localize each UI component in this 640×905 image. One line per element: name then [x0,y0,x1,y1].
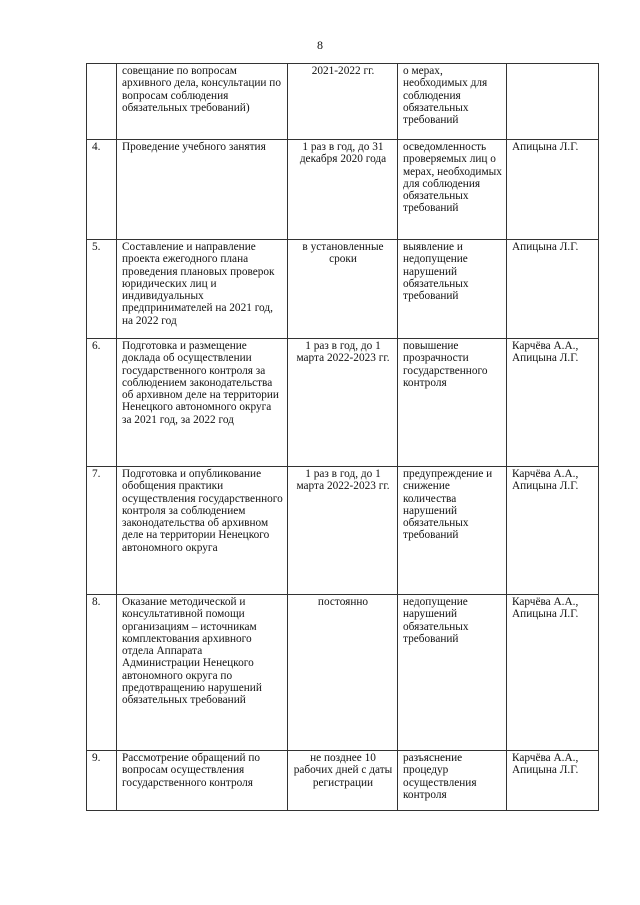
responsible-cell: Карчёва А.А., Апицына Л.Г. [507,751,599,811]
row-number: 7. [87,467,117,595]
responsible-cell [507,64,599,140]
term-cell: 1 раз в год, до 31 декабря 2020 года [288,140,398,240]
table-row [87,339,599,467]
term-cell: 1 раз в год, до 1 марта 2022-2023 гг. [288,467,398,595]
measures-table [86,63,599,811]
event-cell: Подготовка и размещение доклада об осуществлении государственного контроля за соблюдением законодательства об архивном деле на территории Ненецкого автономного округа за 2021 год, за 2022 год [117,339,288,467]
event-cell: Составление и направление проекта ежегодного плана проведения плановых проверок юридических лиц и индивидуальных предпринимателей на 2021 год, на 2022 год [117,240,288,339]
table-row [87,140,599,240]
result-cell: осведомленность проверяемых лиц о мерах, необходимых для соблюдения обязательных требований [398,140,507,240]
term-cell: постоянно [288,595,398,751]
event-cell: Проведение учебного занятия [117,140,288,240]
responsible-cell: Карчёва А.А., Апицына Л.Г. [507,595,599,751]
row-number: 6. [87,339,117,467]
result-cell: разъяснение процедур осуществления контроля [398,751,507,811]
row-number: 8. [87,595,117,751]
term-cell: 2021-2022 гг. [288,64,398,140]
row-number: 4. [87,140,117,240]
page-number: 8 [317,38,323,52]
row-number: 9. [87,751,117,811]
result-cell: повышение прозрачности государственного контроля [398,339,507,467]
term-cell: в установленные сроки [288,240,398,339]
table-row [87,240,599,339]
result-cell: предупреждение и снижение количества нарушений обязательных требований [398,467,507,595]
row-number [87,64,117,140]
term-cell: 1 раз в год, до 1 марта 2022-2023 гг. [288,339,398,467]
table-row [87,595,599,751]
result-cell: о мерах, необходимых для соблюдения обязательных требований [398,64,507,140]
result-cell: выявление и недопущение нарушений обязательных требований [398,240,507,339]
table-row [87,64,599,140]
table-row [87,467,599,595]
result-cell: недопущение нарушений обязательных требований [398,595,507,751]
event-cell: Подготовка и опубликование обобщения практики осуществления государственного контроля за соблюдением законодательства об архивном деле на территории Ненецкого автономного округа [117,467,288,595]
row-number: 5. [87,240,117,339]
responsible-cell: Карчёва А.А., Апицына Л.Г. [507,467,599,595]
responsible-cell: Апицына Л.Г. [507,140,599,240]
responsible-cell: Апицына Л.Г. [507,240,599,339]
event-cell: совещание по вопросам архивного дела, консультации по вопросам соблюдения обязательных требований) [117,64,288,140]
event-cell: Рассмотрение обращений по вопросам осуществления государственного контроля [117,751,288,811]
responsible-cell: Карчёва А.А., Апицына Л.Г. [507,339,599,467]
term-cell: не позднее 10 рабочих дней с даты регистрации [288,751,398,811]
event-cell: Оказание методической и консультативной помощи организациям – источникам комплектования архивного отдела Аппарата Администрации Ненецкого автономного округа по предотвращению нарушений обязательных требований [117,595,288,751]
table-row [87,751,599,811]
